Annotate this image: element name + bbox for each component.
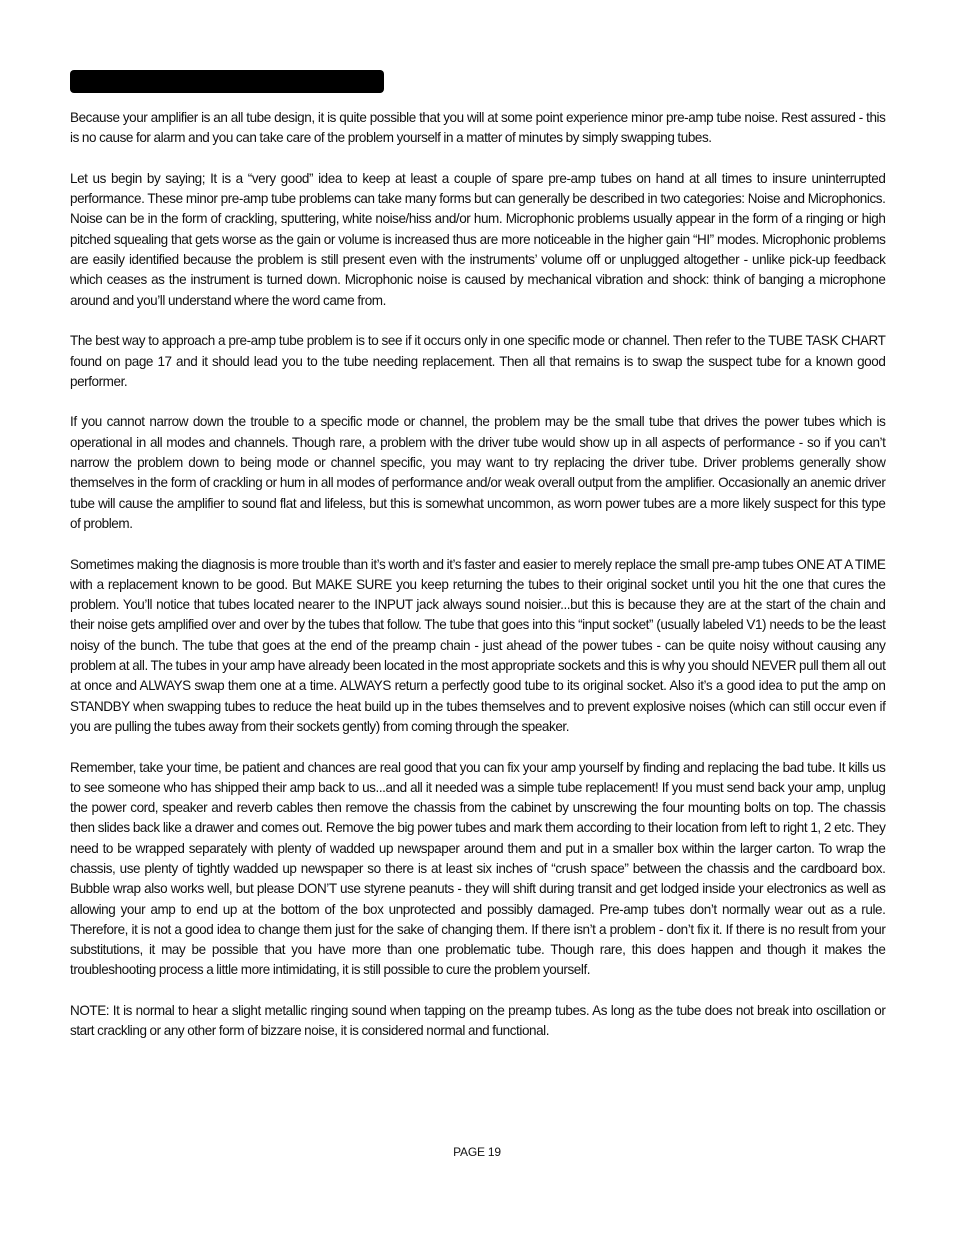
body-text bbox=[70, 107, 885, 1061]
paragraph-note: NOTE: It is normal to hear a slight metallic ringing sound when tapping on the preamp tubes. As long as the tube does not break into oscillation or start crackling or any other form of bizzare noise, it is considered normal and functional. bbox=[70, 1002, 886, 1039]
page-number: PAGE 19 bbox=[453, 1145, 501, 1159]
paragraph-intro: Because your amplifier is an all tube design, it is quite possible that you will at some point experience minor pre-amp tube noise. Rest assured - this is no cause for alarm and you can take care of the problem yourself in a matter of minutes by simply swapping tubes. bbox=[70, 109, 886, 146]
paragraph-one-at-a-time: Sometimes making the diagnosis is more trouble than it’s worth and it’s faster and easier to merely replace the small pre-amp tubes ONE AT A TIME with a replacement known to be good. But MAKE SURE you keep returning the tubes to their original socket until you hit the one that cures the problem. You’ll notice that tubes located nearer to the INPUT jack always sound noisier...but this is because they are at the start of the chain and their noise gets amplified over and over by the tubes that follow. The tube that goes into this “input socket” (usually labeled V1) needs to be the least noisy of the bunch. The tube that goes at the end of the preamp chain - just ahead of the power tubes - can be quite noisy without causing any problem at all. The tubes in your amp have already been located in the most appropriate sockets and this is why you should NEVER pull them all out at once and ALWAYS swap them one at a time. ALWAYS return a perfectly good tube to its original socket. Also it’s a good idea to put the amp on STANDBY when swapping tubes to reduce the heat build up in the tubes themselves and to prevent explosive noises (which can still occur even if you are pulling the tubes away from their sockets gently) from coming through the speaker. bbox=[70, 555, 886, 734]
paragraph-spare-tubes: Let us begin by saying; It is a “very good” idea to keep at least a couple of spare pre-amp tubes on hand at all times to insure uninterrupted performance. These minor pre-amp tube problems can take many forms but can generally be described in two categories: Noise and Microphonics. Noise can be in the form of crackling, sputtering, white noise/hiss and/or hum. Microphonic problems usually appear in the form of a ringing or high pitched squealing that gets worse as the gain or volume is increased thus are more noticeable in the higher gain “HI” modes. Microphonic problems are easily identified because the problem is still present even with the instruments’ volume off or unplugged altogether - unlike pick-up feedback which ceases as the instrument is turned down. Microphonic noise is caused by mechanical vibration and shock: think of banging a microphone around and you’ll understand where the word came from. bbox=[70, 169, 886, 308]
paragraph-driver-tube: If you cannot narrow down the trouble to a specific mode or channel, the problem may be the small tube that drives the power tubes which is operational in all modes and channels. Though rare, a problem with the driver tube would show up in all aspects of performance - so if you can’t narrow the problem down to being mode or channel specific, you may want to try replacing the driver tube. Driver problems generally show themselves in the form of crackling or hum in all modes of performance and/or weak overall output from the amplifier. Occasionally an anemic driver tube will cause the amplifier to sound flat and lifeless, but this is somewhat uncommon, as worn power tubes are a more likely suspect for this type of problem. bbox=[70, 413, 886, 531]
paragraph-shipping: Remember, take your time, be patient and chances are real good that you can fix your amp yourself by finding and replacing the bad tube. It kills us to see someone who has shipped their amp back to us...and all it needed was a simple tube replacement! If you must send back your amp, unplug the power cord, speaker and reverb cables then remove the chassis from the cabinet by unscrewing the four mounting bolts on top. The chassis then slides back like a drawer and comes out. Remove the big power tubes and mark them according to their location from left to right 1, 2 etc. They need to be wrapped separately with plenty of wadded up newspaper around them and put in a smaller box within the larger carton. To wrap the chassis, use plenty of tightly wadded up newspaper so there is at least six inches of “crush space” between the chassis and the cardboard box. Bubble wrap also works well, but please DON’T use styrene peanuts - they will shift during transit and get lodged inside your electronics as well as allowing your amp to end up at the bottom of the box unprotected and possibly damaged. Pre-amp tubes don’t normally wear out as a rule. Therefore, it is not a good idea to change them just for the sake of changing them. If there isn’t a problem - don’t fix it. If there is no result from your substitutions, it may be possible that you have more than one problematic tube. Though rare, this does happen and though it makes the troubleshooting process a little more intimidating, it is still possible to cure the problem yourself. bbox=[70, 758, 886, 978]
section-title-bar bbox=[70, 70, 384, 93]
paragraph-approach: The best way to approach a pre-amp tube problem is to see if it occurs only in one specific mode or channel. Then refer to the TUBE TASK CHART found on page 17 and it should lead you to the tube needing replacement. Then all that remains is to swap the suspect tube for a known good performer. bbox=[70, 332, 886, 389]
